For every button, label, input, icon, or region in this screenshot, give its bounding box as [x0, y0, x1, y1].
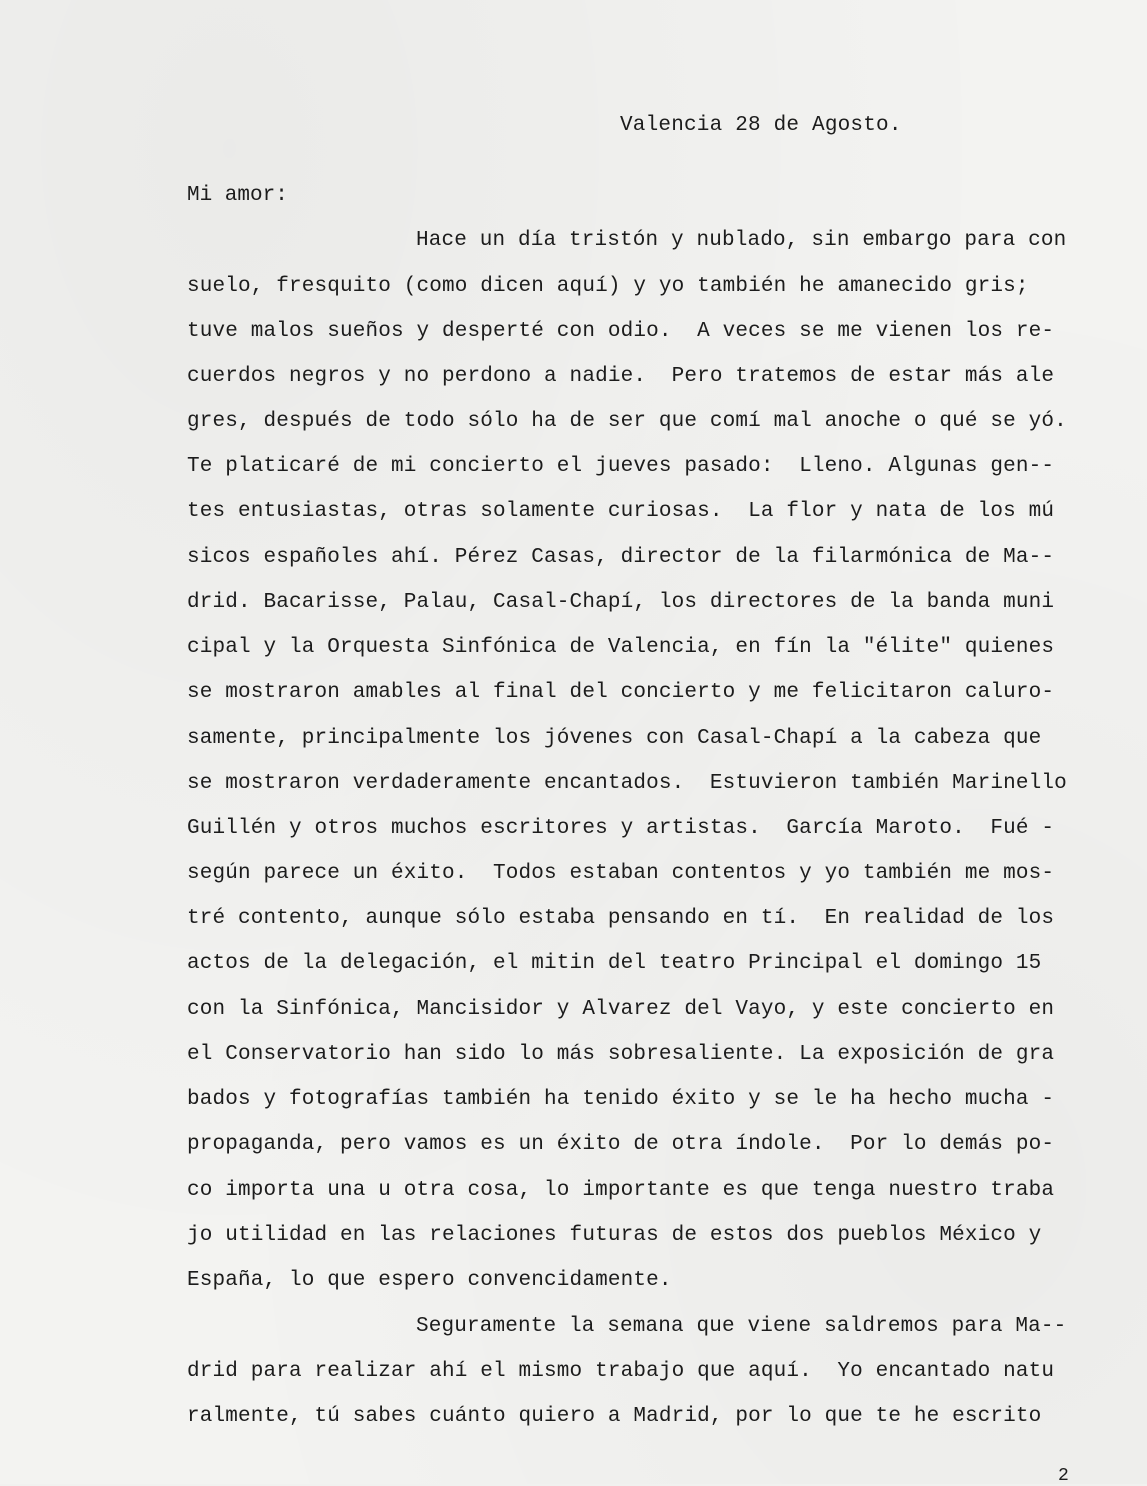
paragraph-line: cuerdos negros y no perdono a nadie. Pero tratemos de estar más ale — [187, 365, 1055, 388]
dateline: Valencia 28 de Agosto. — [620, 114, 902, 137]
paragraph-line: ralmente, tú sabes cuánto quiero a Madrid, por lo que te he escrito — [187, 1405, 1042, 1428]
paragraph-line: España, lo que espero convencidamente. — [187, 1269, 672, 1292]
paragraph-line: co importa una u otra cosa, lo importante es que tenga nuestro traba — [187, 1179, 1055, 1202]
paragraph-line: gres, después de todo sólo ha de ser que comí mal anoche o qué se yó. — [187, 410, 1067, 433]
paragraph-line: tuve malos sueños y desperté con odio. A veces se me vienen los re- — [187, 320, 1055, 343]
paragraph-line: Hace un día tristón y nublado, sin embargo para con — [416, 229, 1067, 252]
paragraph-line: Seguramente la semana que viene saldremos para Ma-- — [416, 1315, 1067, 1338]
paragraph-line: propaganda, pero vamos es un éxito de otra índole. Por lo demás po- — [187, 1133, 1055, 1156]
paragraph-line: el Conservatorio han sido lo más sobresaliente. La exposición de gra — [187, 1043, 1055, 1066]
paragraph-line: según parece un éxito. Todos estaban contentos y yo también me mos- — [187, 862, 1055, 885]
paragraph-line: se mostraron amables al final del concierto y me felicitaron caluro- — [187, 681, 1055, 704]
paragraph-line: tré contento, aunque sólo estaba pensando en tí. En realidad de los — [187, 907, 1055, 930]
page-number: 2 — [1058, 1466, 1069, 1486]
paragraph-line: samente, principalmente los jóvenes con Casal-Chapí a la cabeza que — [187, 727, 1042, 750]
paragraph-line: bados y fotografías también ha tenido éxito y se le ha hecho mucha - — [187, 1088, 1055, 1111]
paragraph-line: sicos españoles ahí. Pérez Casas, director de la filarmónica de Ma-- — [187, 546, 1055, 569]
paragraph-line: drid. Bacarisse, Palau, Casal-Chapí, los directores de la banda muni — [187, 591, 1055, 614]
paragraph-line: se mostraron verdaderamente encantados. Estuvieron también Marinello — [187, 772, 1067, 795]
paragraph-line: jo utilidad en las relaciones futuras de estos dos pueblos México y — [187, 1224, 1042, 1247]
paragraph-line: tes entusiastas, otras solamente curiosas. La flor y nata de los mú — [187, 500, 1055, 523]
paragraph-line: cipal y la Orquesta Sinfónica de Valencia, en fín la "élite" quienes — [187, 636, 1055, 659]
paragraph-line: drid para realizar ahí el mismo trabajo que aquí. Yo encantado natu — [187, 1360, 1055, 1383]
paragraph-line: Guillén y otros muchos escritores y artistas. García Maroto. Fué - — [187, 817, 1055, 840]
paragraph-line: actos de la delegación, el mitin del teatro Principal el domingo 15 — [187, 952, 1042, 975]
paragraph-line: suelo, fresquito (como dicen aquí) y yo también he amanecido gris; — [187, 275, 1029, 298]
paragraph-line: con la Sinfónica, Mancisidor y Alvarez del Vayo, y este concierto en — [187, 998, 1055, 1021]
paragraph-line: Te platicaré de mi concierto el jueves pasado: Lleno. Algunas gen-- — [187, 455, 1055, 478]
salutation: Mi amor: — [187, 184, 288, 207]
